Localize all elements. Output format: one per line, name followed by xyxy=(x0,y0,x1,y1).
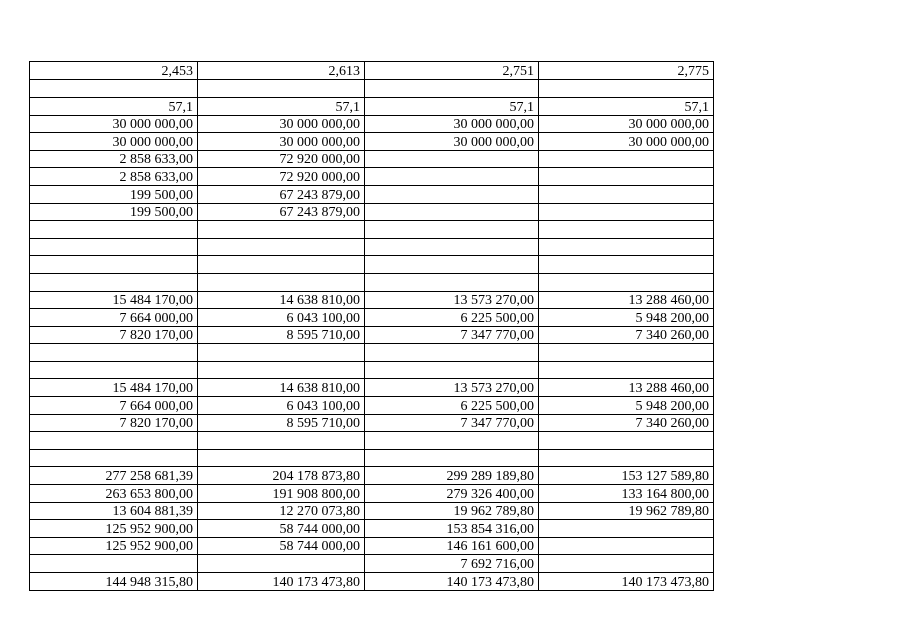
table-cell xyxy=(198,432,365,450)
table-cell: 30 000 000,00 xyxy=(30,133,198,151)
table-row xyxy=(30,62,714,80)
table-cell: 6 043 100,00 xyxy=(198,309,365,327)
table-cell: 58 744 000,00 xyxy=(198,520,365,538)
table-cell xyxy=(30,273,198,291)
table-cell: 72 920 000,00 xyxy=(198,168,365,186)
table-cell: 144 948 315,80 xyxy=(30,573,198,591)
table-row xyxy=(30,432,714,450)
table-row xyxy=(30,326,714,344)
table-cell: 7 664 000,00 xyxy=(30,397,198,415)
table-cell: 2 858 633,00 xyxy=(30,150,198,168)
table-cell xyxy=(539,168,714,186)
table-cell: 2 858 633,00 xyxy=(30,168,198,186)
table-cell xyxy=(365,168,539,186)
table-cell xyxy=(539,449,714,467)
table-cell xyxy=(539,537,714,555)
table-cell: 2,613 xyxy=(198,62,365,80)
table-cell: 13 288 460,00 xyxy=(539,291,714,309)
table-row xyxy=(30,150,714,168)
table-cell: 204 178 873,80 xyxy=(198,467,365,485)
table-row xyxy=(30,133,714,151)
table-cell: 30 000 000,00 xyxy=(365,133,539,151)
table-cell: 14 638 810,00 xyxy=(198,379,365,397)
table-cell: 7 340 260,00 xyxy=(539,326,714,344)
table-cell: 30 000 000,00 xyxy=(365,115,539,133)
table-cell: 5 948 200,00 xyxy=(539,397,714,415)
table-cell: 13 573 270,00 xyxy=(365,291,539,309)
table-cell xyxy=(539,555,714,573)
table-cell xyxy=(198,449,365,467)
table-cell: 263 653 800,00 xyxy=(30,485,198,503)
table-cell: 7 664 000,00 xyxy=(30,309,198,327)
table-cell: 30 000 000,00 xyxy=(198,133,365,151)
table-cell xyxy=(539,150,714,168)
table-row xyxy=(30,573,714,591)
table-row xyxy=(30,97,714,115)
table-cell: 15 484 170,00 xyxy=(30,379,198,397)
table-cell xyxy=(365,150,539,168)
table-row xyxy=(30,221,714,239)
table-cell: 7 340 260,00 xyxy=(539,414,714,432)
table-row xyxy=(30,291,714,309)
table-cell xyxy=(365,238,539,256)
table-cell xyxy=(539,273,714,291)
table-cell: 30 000 000,00 xyxy=(539,115,714,133)
table-row xyxy=(30,502,714,520)
table-cell xyxy=(30,361,198,379)
table-cell: 153 127 589,80 xyxy=(539,467,714,485)
table-cell: 299 289 189,80 xyxy=(365,467,539,485)
table-cell xyxy=(198,555,365,573)
table-cell xyxy=(365,80,539,98)
table-cell xyxy=(30,555,198,573)
table-cell: 7 820 170,00 xyxy=(30,414,198,432)
table-cell: 5 948 200,00 xyxy=(539,309,714,327)
table-cell xyxy=(30,432,198,450)
table-cell: 8 595 710,00 xyxy=(198,326,365,344)
table-row xyxy=(30,520,714,538)
table-cell: 7 692 716,00 xyxy=(365,555,539,573)
table-cell: 191 908 800,00 xyxy=(198,485,365,503)
table-cell: 7 347 770,00 xyxy=(365,326,539,344)
table-cell: 30 000 000,00 xyxy=(30,115,198,133)
table-row xyxy=(30,273,714,291)
table-cell: 140 173 473,80 xyxy=(365,573,539,591)
table-cell: 140 173 473,80 xyxy=(198,573,365,591)
table-cell: 125 952 900,00 xyxy=(30,537,198,555)
data-table xyxy=(29,61,714,591)
table-cell xyxy=(365,221,539,239)
table-cell xyxy=(539,432,714,450)
table-row xyxy=(30,115,714,133)
table-cell: 19 962 789,80 xyxy=(539,502,714,520)
table-cell xyxy=(539,361,714,379)
table-cell: 12 270 073,80 xyxy=(198,502,365,520)
table-cell: 153 854 316,00 xyxy=(365,520,539,538)
table-cell xyxy=(198,238,365,256)
table-cell: 2,453 xyxy=(30,62,198,80)
table-row xyxy=(30,238,714,256)
table-row xyxy=(30,185,714,203)
table-cell xyxy=(30,221,198,239)
table-cell: 7 347 770,00 xyxy=(365,414,539,432)
table-cell: 15 484 170,00 xyxy=(30,291,198,309)
table-cell: 2,751 xyxy=(365,62,539,80)
table-row xyxy=(30,379,714,397)
table-row xyxy=(30,397,714,415)
table-cell: 2,775 xyxy=(539,62,714,80)
table-cell: 140 173 473,80 xyxy=(539,573,714,591)
table-cell xyxy=(30,80,198,98)
table-cell: 133 164 800,00 xyxy=(539,485,714,503)
table-row xyxy=(30,555,714,573)
table-row xyxy=(30,344,714,362)
table-cell xyxy=(198,221,365,239)
table-cell xyxy=(198,256,365,274)
table-cell: 72 920 000,00 xyxy=(198,150,365,168)
table-cell xyxy=(539,238,714,256)
table-cell xyxy=(539,520,714,538)
table-cell: 8 595 710,00 xyxy=(198,414,365,432)
table-row xyxy=(30,256,714,274)
table-cell xyxy=(365,449,539,467)
table-cell: 146 161 600,00 xyxy=(365,537,539,555)
table-row xyxy=(30,414,714,432)
table-cell xyxy=(198,273,365,291)
table-cell: 125 952 900,00 xyxy=(30,520,198,538)
table-cell xyxy=(198,344,365,362)
table-cell: 30 000 000,00 xyxy=(198,115,365,133)
table-cell xyxy=(539,80,714,98)
table-cell: 67 243 879,00 xyxy=(198,203,365,221)
table-cell: 57,1 xyxy=(30,97,198,115)
table-cell xyxy=(198,361,365,379)
table-cell: 67 243 879,00 xyxy=(198,185,365,203)
table-cell: 30 000 000,00 xyxy=(539,133,714,151)
table-cell: 13 288 460,00 xyxy=(539,379,714,397)
table-cell: 277 258 681,39 xyxy=(30,467,198,485)
table-cell xyxy=(30,449,198,467)
table-cell: 19 962 789,80 xyxy=(365,502,539,520)
table-cell xyxy=(365,361,539,379)
table-cell xyxy=(539,203,714,221)
table-row xyxy=(30,449,714,467)
table-cell xyxy=(30,344,198,362)
table-cell xyxy=(539,221,714,239)
table-cell: 58 744 000,00 xyxy=(198,537,365,555)
table-body xyxy=(30,62,714,591)
table-cell xyxy=(30,238,198,256)
table-row xyxy=(30,309,714,327)
table-cell: 6 043 100,00 xyxy=(198,397,365,415)
table-cell xyxy=(30,256,198,274)
table-cell: 199 500,00 xyxy=(30,203,198,221)
table-cell xyxy=(365,432,539,450)
table-cell xyxy=(198,80,365,98)
table-cell xyxy=(365,203,539,221)
table-cell: 57,1 xyxy=(198,97,365,115)
table-cell xyxy=(365,256,539,274)
table-cell: 7 820 170,00 xyxy=(30,326,198,344)
table-cell xyxy=(539,256,714,274)
table-row xyxy=(30,467,714,485)
table-row xyxy=(30,485,714,503)
table-cell: 57,1 xyxy=(539,97,714,115)
table-cell xyxy=(539,344,714,362)
table-cell xyxy=(365,344,539,362)
table-cell xyxy=(365,185,539,203)
table-cell xyxy=(539,185,714,203)
table-cell: 13 604 881,39 xyxy=(30,502,198,520)
table-cell xyxy=(365,273,539,291)
table-cell: 14 638 810,00 xyxy=(198,291,365,309)
table-row xyxy=(30,168,714,186)
table-row xyxy=(30,80,714,98)
table-row xyxy=(30,361,714,379)
table-cell: 199 500,00 xyxy=(30,185,198,203)
table-cell: 6 225 500,00 xyxy=(365,309,539,327)
table-cell: 57,1 xyxy=(365,97,539,115)
table-cell: 13 573 270,00 xyxy=(365,379,539,397)
table-cell: 6 225 500,00 xyxy=(365,397,539,415)
table-row xyxy=(30,203,714,221)
table-row xyxy=(30,537,714,555)
table-cell: 279 326 400,00 xyxy=(365,485,539,503)
